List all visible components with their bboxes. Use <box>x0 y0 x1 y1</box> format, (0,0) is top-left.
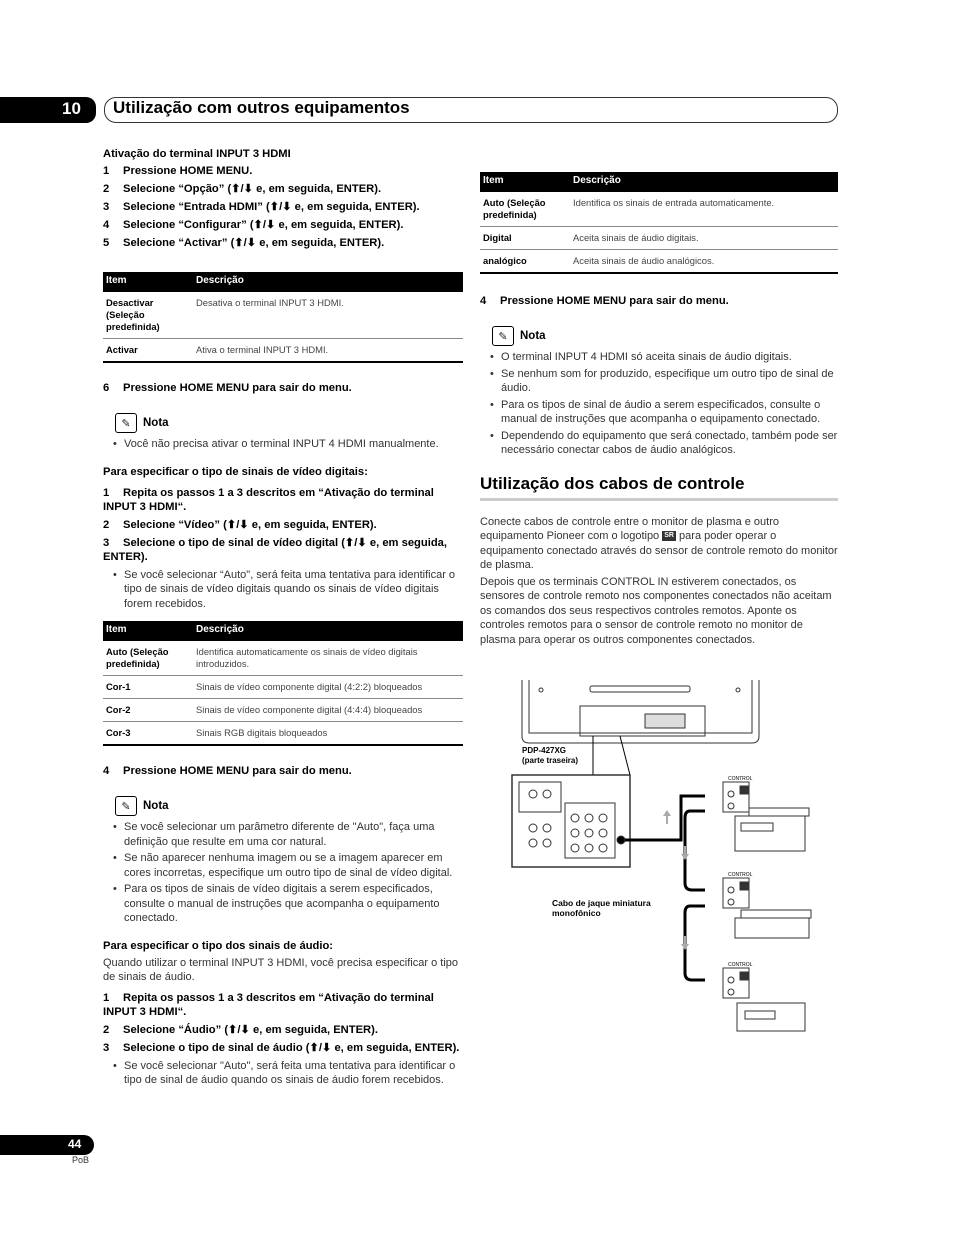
table-header: Descrição <box>193 272 463 292</box>
note-bullet: • Se você selecionar um parâmetro diferente de "Auto", faça uma definição que resulte em uma cor natural. <box>103 820 463 849</box>
table-header: Item <box>103 272 193 292</box>
note-heading: ✎ Nota <box>492 326 838 346</box>
note-bullet: • Se nenhum som for produzido, especifique um outro tipo de sinal de áudio. <box>480 367 838 396</box>
plasma-rear-panel <box>522 680 759 743</box>
note-bullet: • Para os tipos de sinais de vídeo digitais a serem especificados, consulte o manual de instruções que acompanha o equipamento conectado. <box>103 882 463 926</box>
step: 2 Selecione “Opção” (⬆/⬇ e, em seguida, ENTER). <box>103 183 382 195</box>
table-row: Auto (Seleção predefinida) Identifica os sinais de entrada automaticamente. <box>480 192 838 227</box>
pencil-icon: ✎ <box>115 796 137 816</box>
device-3 <box>723 962 805 1031</box>
step-bullet: • Se você selecionar “Auto", será feita uma tentativa para identificar o tipo de sinais de vídeo digitais quando os sinais de vídeo digitais forem recebidos. <box>103 568 463 612</box>
step: 3 Selecione o tipo de sinal de áudio (⬆/⬇ e, em seguida, ENTER). <box>103 1041 460 1054</box>
table-video-types <box>103 621 463 746</box>
step-bullet: • Se você selecionar "Auto", será feita uma tentativa para identificar o tipo de sinal de áudio quando os sinais de áudio forem recebidos. <box>103 1059 463 1088</box>
step: 1 Repita os passos 1 a 3 descritos em “Ativação do terminal INPUT 3 HDMI“. <box>103 991 434 1018</box>
section-title-control-cables: Utilização dos cabos de controle <box>480 474 838 501</box>
step: 4 Pressione HOME MENU para sair do menu. <box>480 295 729 307</box>
model-label: PDP-427XG (parte traseira) <box>522 746 579 765</box>
table-row: Desactivar (Seleção predefinida) Desativa o terminal INPUT 3 HDMI. <box>103 292 463 339</box>
table-row: analógico Aceita sinais de áudio analógicos. <box>480 250 838 274</box>
cable-label: Cabo de jaque miniatura monofônico <box>552 898 651 918</box>
table-row: Cor-2 Sinais de vídeo componente digital (4:4:4) bloqueados <box>103 699 463 722</box>
terminal-detail-panel <box>512 775 630 867</box>
note-bullet: • O terminal INPUT 4 HDMI só aceita sinais de áudio digitais. <box>480 350 838 365</box>
paragraph: Conecte cabos de controle entre o monitor de plasma e outro equipamento Pioneer com o logotipo SR para poder operar o equipamento conectado através do sensor de controle remoto do monitor de plasma. <box>480 515 838 571</box>
section-title-input3: Ativação do terminal INPUT 3 HDMI <box>103 148 291 160</box>
table-input3-settings <box>103 272 463 363</box>
step: 3 Selecione “Entrada HDMI” (⬆/⬇ e, em seguida, ENTER). <box>103 201 420 213</box>
chapter-tab <box>0 97 96 123</box>
svg-text:CONTROL: CONTROL <box>728 872 753 878</box>
step: 4 Pressione HOME MENU para sair do menu. <box>103 765 352 777</box>
step: 4 Selecione “Configurar” (⬆/⬇ e, em seguida, ENTER). <box>103 219 404 231</box>
step: 1 Repita os passos 1 a 3 descritos em “Ativação do terminal INPUT 3 HDMI“. <box>103 486 434 513</box>
svg-text:CONTROL: CONTROL <box>728 962 753 968</box>
sr-logo-icon: SR <box>664 532 674 540</box>
step: 6 Pressione HOME MENU para sair do menu. <box>103 382 352 394</box>
language-code: PoB <box>72 1155 90 1165</box>
pencil-icon: ✎ <box>115 413 137 433</box>
table-header: Descrição <box>570 172 838 192</box>
chapter-title: Utilização com outros equipamentos <box>113 98 410 117</box>
table-row: Activar Ativa o terminal INPUT 3 HDMI. <box>103 339 463 363</box>
step: 2 Selecione “Áudio” (⬆/⬇ e, em seguida, ENTER). <box>103 1023 378 1036</box>
device-2 <box>723 872 811 938</box>
step: 5 Selecione “Activar” (⬆/⬇ e, em seguida, ENTER). <box>103 237 385 249</box>
table-header: Descrição <box>193 621 463 641</box>
step: 3 Selecione o tipo de sinal de vídeo digital (⬆/⬇ e, em seguida, ENTER). <box>103 536 447 563</box>
section-intro: Quando utilizar o terminal INPUT 3 HDMI, você precisa especificar o tipo de sinais de áudio. <box>103 956 458 983</box>
left-column <box>103 148 463 1090</box>
step: 1 Pressione HOME MENU. <box>103 165 253 177</box>
step-list-1 <box>103 164 463 250</box>
note-bullet: • Se não aparecer nenhuma imagem ou se a imagem aparecer em cores incorretas, especifique um outro tipo de sinal de vídeo digital. <box>103 851 463 880</box>
table-audio-types <box>480 172 838 274</box>
note-bullet: • Você não precisa ativar o terminal INPUT 4 HDMI manualmente. <box>103 437 463 452</box>
section-title-video: Para especificar o tipo de sinais de vídeo digitais: <box>103 465 368 478</box>
table-row: Auto (Seleção predefinida) Identifica automaticamente os sinais de vídeo digitais introduzidos. <box>103 641 463 676</box>
table-row: Cor-3 Sinais RGB digitais bloqueados <box>103 722 463 746</box>
pencil-icon: ✎ <box>492 326 514 346</box>
device-1 <box>723 776 809 851</box>
table-row: Cor-1 Sinais de vídeo componente digital (4:2:2) bloqueados <box>103 676 463 699</box>
page-number: 44 <box>68 1137 82 1151</box>
chapter-number: 10 <box>62 99 81 118</box>
step: 2 Selecione “Vídeo” (⬆/⬇ e, em seguida, ENTER). <box>103 518 377 531</box>
section-title-audio: Para especificar o tipo dos sinais de áudio: <box>103 939 334 952</box>
right-column <box>480 172 838 649</box>
table-header: Item <box>480 172 570 192</box>
note-heading: ✎ Nota <box>115 796 463 816</box>
paragraph: Depois que os terminais CONTROL IN estiverem conectados, os sensores de controle remoto nos componentes conectados não aceitam os comandos dos seus respectivos controles remotos. Aponte os controles remotos para o sensor de controle remoto no monitor de plasma para operar os outros componentes conectados. <box>480 575 832 646</box>
note-bullet: • Para os tipos de sinal de áudio a serem especificados, consulte o manual de instruções que acompanha o equipamento conectado. <box>480 398 838 427</box>
connection-diagram <box>505 678 825 1038</box>
control-cable <box>625 796 705 980</box>
svg-text:CONTROL: CONTROL <box>728 776 753 782</box>
table-header: Item <box>103 621 193 641</box>
table-row: Digital Aceita sinais de áudio digitais. <box>480 227 838 250</box>
note-heading: ✎ Nota <box>115 413 463 433</box>
note-bullet: • Dependendo do equipamento que será conectado, também pode ser necessário conectar cabos de áudio analógicos. <box>480 429 838 458</box>
